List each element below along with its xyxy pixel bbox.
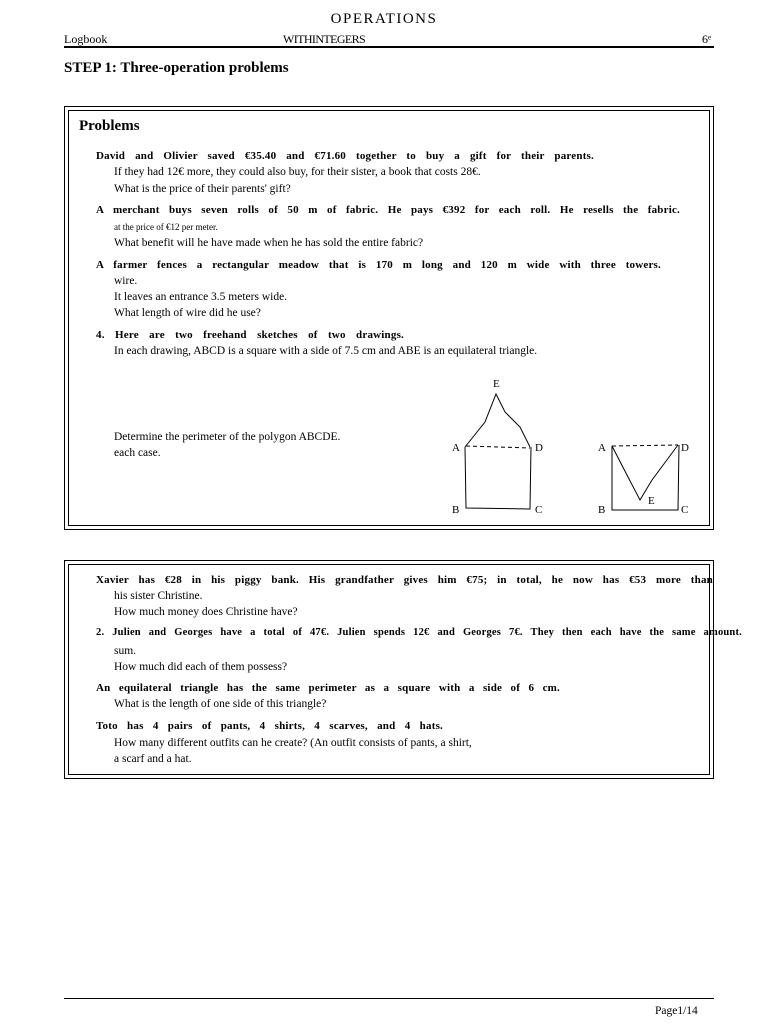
problem-4-line-4: each case. bbox=[114, 447, 161, 459]
problem-6-line-2: sum. bbox=[114, 645, 137, 657]
page-number: Page1/14 bbox=[655, 1005, 698, 1017]
figure-1-label-b: B bbox=[452, 504, 460, 516]
problem-4-statement: 4. Here are two freehand sketches of two drawings. bbox=[96, 329, 404, 341]
problem-3-line-3: It leaves an entrance 3.5 meters wide. bbox=[114, 291, 288, 303]
figure-1-label-a: A bbox=[452, 442, 460, 454]
problem-5-question: How much money does Christine have? bbox=[114, 606, 298, 618]
problem-3-statement: A farmer fences a rectangular meadow that is 170 m long and 120 m wide with three towers. bbox=[96, 259, 661, 271]
figure-1-label-d: D bbox=[535, 442, 543, 454]
figure-2-label-d: D bbox=[681, 442, 689, 454]
problem-6-question: How much did each of them possess? bbox=[114, 661, 288, 673]
problem-4-line-2: In each drawing, ABCD is a square with a side of 7.5 cm and ABE is an equilateral triangle. bbox=[114, 345, 538, 357]
problem-4-question: Determine the perimeter of the polygon ABCDE. bbox=[114, 431, 341, 443]
figure-2-dashed-side bbox=[612, 445, 678, 446]
header-grade: 6ᵉ bbox=[702, 32, 712, 46]
problem-8-question: How many different outfits can he create? (An outfit consists of pants, a shirt, bbox=[114, 737, 472, 749]
problem-2-price: at the price of €12 per meter. bbox=[114, 222, 218, 232]
problem-1-question: What is the price of their parents' gift? bbox=[114, 183, 291, 195]
problems-heading: Problems bbox=[79, 118, 140, 134]
step-title: STEP 1: Three-operation problems bbox=[64, 60, 289, 76]
header-logbook: Logbook bbox=[64, 32, 108, 46]
header-subtitle: WITHINTEGERS bbox=[283, 32, 366, 46]
figure-2-label-a: A bbox=[598, 442, 606, 454]
figure-1-dashed-side bbox=[466, 446, 530, 448]
figure-1-square bbox=[465, 447, 531, 509]
figure-2-label-c: C bbox=[681, 504, 689, 516]
problem-5-line-2: his sister Christine. bbox=[114, 590, 203, 602]
problem-5-statement: Xavier has €28 in his piggy bank. His grandfather gives him €75; in total, he now has €53 more than bbox=[96, 574, 713, 586]
problem-1-statement: David and Olivier saved €35.40 and €71.60 together to buy a gift for their parents. bbox=[96, 150, 594, 162]
page-title: OPERATIONS bbox=[330, 11, 438, 27]
problem-8-statement: Toto has 4 pairs of pants, 4 shirts, 4 scarves, and 4 hats. bbox=[96, 720, 443, 732]
problem-7-statement: An equilateral triangle has the same perimeter as a square with a side of 6 cm. bbox=[96, 682, 560, 694]
problem-2-question: What benefit will he have made when he has sold the entire fabric? bbox=[114, 237, 424, 249]
problem-6-statement: 2. Julien and Georges have a total of 47€. Julien spends 12€ and Georges 7€. They then each have the same amount. bbox=[96, 627, 742, 638]
problem-1-line-2: If they had 12€ more, they could also buy, for their sister, a book that costs 28€. bbox=[114, 166, 481, 178]
figure-1-label-e: E bbox=[493, 378, 500, 390]
problem-2-statement: A merchant buys seven rolls of 50 m of fabric. He pays €392 for each roll. He resells the fabric. bbox=[96, 204, 680, 216]
figure-1-triangle bbox=[465, 394, 530, 447]
freehand-sketches-figure bbox=[440, 372, 700, 522]
figure-2-label-e: E bbox=[648, 495, 655, 507]
footer-rule bbox=[64, 998, 714, 999]
problem-3-line-2: wire. bbox=[114, 275, 138, 287]
problem-7-question: What is the length of one side of this triangle? bbox=[114, 698, 327, 710]
figure-2-label-b: B bbox=[598, 504, 606, 516]
header-rule bbox=[64, 46, 714, 48]
figure-1-label-c: C bbox=[535, 504, 543, 516]
figure-2-square bbox=[612, 445, 679, 510]
problem-3-question: What length of wire did he use? bbox=[114, 307, 261, 319]
problem-8-line-3: a scarf and a hat. bbox=[114, 753, 192, 765]
figure-2-triangle bbox=[612, 445, 678, 500]
